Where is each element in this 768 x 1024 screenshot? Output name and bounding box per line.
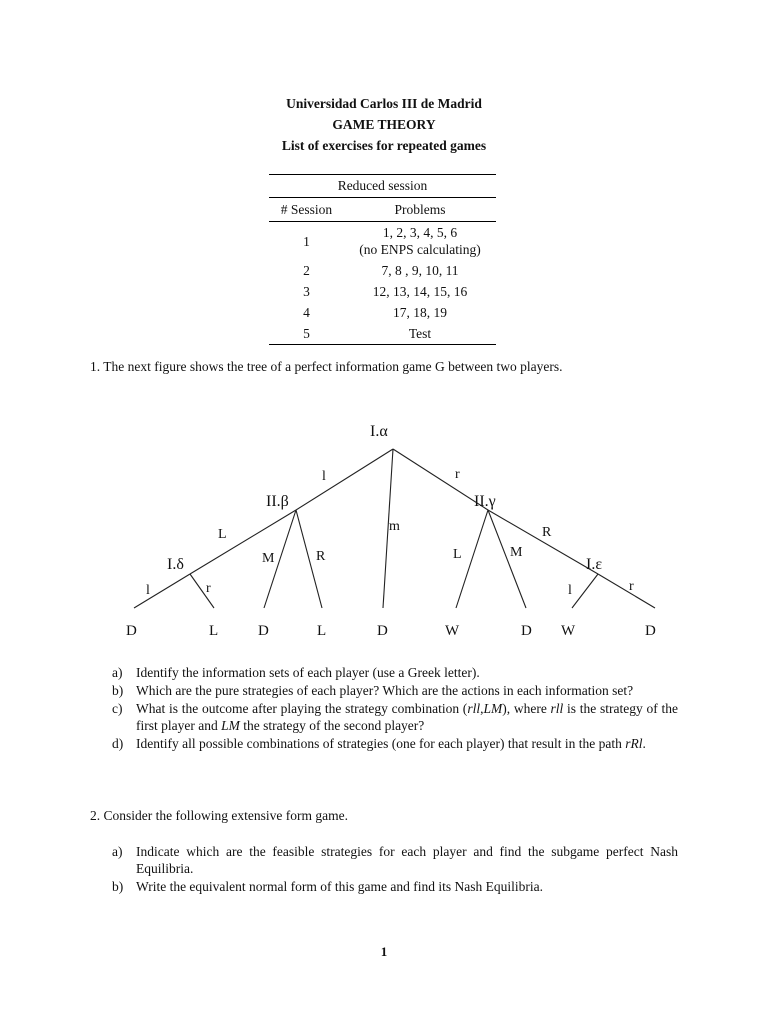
tree-edge [296, 449, 393, 510]
list-item [112, 664, 678, 681]
item-text: Which are the pure strategies of each player? Which are the actions in each information set? [136, 683, 634, 698]
item-label: a) [112, 844, 123, 859]
exercise-1-intro: 1. The next figure shows the tree of a perfect information game G between two players. [90, 359, 563, 374]
edge-label: L [453, 547, 462, 562]
edge-label: M [510, 545, 523, 560]
edge-label: m [389, 519, 400, 534]
tree-edge [488, 510, 598, 574]
table-row [269, 302, 496, 323]
outcome-label: L [317, 623, 327, 639]
session-cell: 2 [303, 263, 310, 278]
session-table [269, 174, 496, 345]
problems-cell [344, 222, 496, 261]
node-label-root: I.α [370, 423, 388, 440]
session-cell: 1 [303, 233, 310, 249]
exercise-2-intro: 2. Consider the following extensive form game. [90, 808, 348, 823]
item-label: c) [112, 701, 123, 716]
session-cell: 5 [269, 323, 344, 345]
edge-label: M [262, 551, 275, 566]
course-title: GAME THEORY [332, 117, 436, 132]
edge-label: r [455, 467, 460, 482]
document-header [0, 93, 768, 156]
item-label: b) [112, 879, 124, 894]
edge-label: L [218, 527, 227, 542]
item-label: d) [112, 736, 124, 751]
outcome-label: D [377, 623, 388, 639]
tree-edge [134, 574, 190, 608]
column-header-problems: Problems [344, 198, 496, 222]
university-name: Universidad Carlos III de Madrid [286, 96, 482, 111]
edge-label: l [322, 469, 326, 484]
outcome-label: L [209, 623, 219, 639]
item-text: Identify the information sets of each player (use a Greek letter). [136, 665, 480, 680]
outcome-label: D [258, 623, 269, 639]
problems-cell: 12, 13, 14, 15, 16 [372, 284, 468, 299]
edge-label: r [206, 581, 211, 596]
outcome-label: W [445, 623, 460, 639]
tree-edge [572, 574, 598, 608]
problems-list: 1, 2, 3, 4, 5, 6 [382, 225, 458, 240]
edge-label: l [568, 583, 572, 598]
item-text: What is the outcome after playing the strategy combination (rll,LM), where rll is the strategy of the first player and LM the strategy of the second player? [136, 701, 678, 733]
problems-cell: 7, 8 , 9, 10, 11 [381, 263, 459, 278]
table-title: Reduced session [269, 175, 496, 198]
node-label-delta: I.δ [167, 556, 184, 573]
node-label-epsilon: I.ε [586, 556, 603, 573]
list-item [112, 700, 678, 734]
table-row [269, 260, 496, 281]
outcome-label: D [126, 623, 137, 639]
item-text: Identify all possible combinations of strategies (one for each player) that result in the path rRl. [136, 736, 646, 751]
session-cell: 4 [303, 305, 310, 320]
table-row [269, 281, 496, 302]
edge-label: R [542, 525, 552, 540]
session-cell: 3 [303, 284, 310, 299]
outcome-label: W [561, 623, 576, 639]
problems-note: (no ENPS calculating) [359, 242, 481, 257]
tree-edge [190, 510, 296, 574]
node-label-beta: II.β [266, 493, 289, 510]
edge-label: R [316, 549, 326, 564]
list-item [112, 682, 678, 699]
document-subtitle: List of exercises for repeated games [281, 138, 487, 153]
problems-cell: 17, 18, 19 [393, 305, 447, 320]
page-number: 1 [380, 944, 388, 959]
list-item [112, 878, 678, 895]
tree-edge [598, 574, 655, 608]
exercise-2-questions [112, 843, 678, 896]
column-header-session: # Session [269, 198, 344, 222]
outcome-label: D [645, 623, 656, 639]
outcome-label: D [521, 623, 532, 639]
item-label: b) [112, 683, 124, 698]
exercise-1-questions [112, 664, 678, 753]
table-row [269, 222, 496, 261]
item-text: Indicate which are the feasible strategies for each player and find the subgame perfect Nash Equilibria. [136, 844, 678, 876]
edge-label: r [629, 579, 634, 594]
item-label: a) [112, 665, 123, 680]
list-item [112, 735, 678, 752]
item-text: Write the equivalent normal form of this game and find its Nash Equilibria. [136, 879, 543, 894]
edge-label: l [146, 583, 150, 598]
node-label-gamma: II.γ [474, 493, 496, 510]
table-row [269, 323, 496, 345]
game-tree-diagram [110, 412, 670, 648]
problems-cell: Test [344, 323, 496, 345]
list-item [112, 843, 678, 877]
